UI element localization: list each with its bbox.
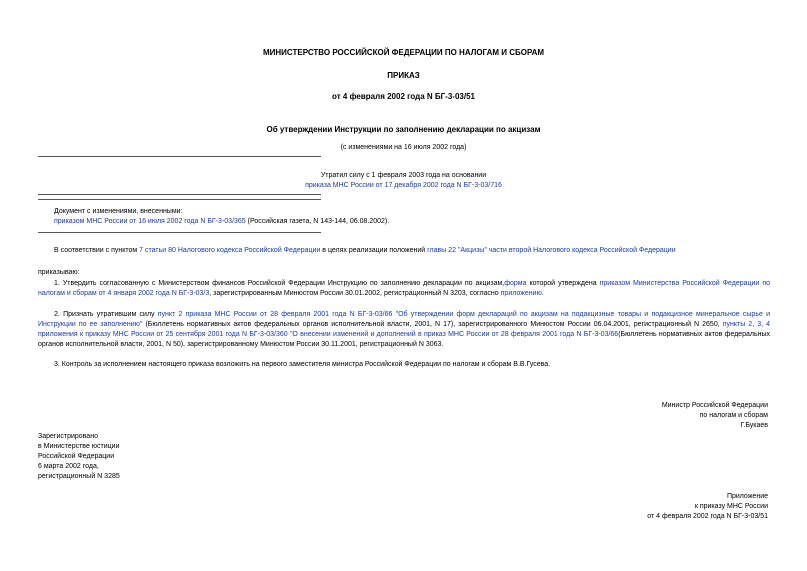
lost-force-link[interactable]: приказа МНС России от 17 декабря 2002 года N БГ-3-03/716 bbox=[305, 182, 502, 189]
changes-doc-label: Документ с изменениями, внесенными: bbox=[54, 208, 183, 215]
order-word: приказываю: bbox=[38, 269, 80, 276]
registration-line-1: Зарегистрировано bbox=[38, 433, 98, 440]
registration-line-2: в Министерстве юстиции bbox=[38, 443, 120, 450]
registration-line-5: регистрационный N 3285 bbox=[38, 473, 120, 480]
registration-line-3: Российской Федерации bbox=[38, 453, 115, 460]
changes-doc-link[interactable]: приказом МНС России от 16 июля 2002 года N БГ-3-03/365 bbox=[54, 218, 246, 225]
changes-doc-rest: (Российская газета, N 143-144, 06.08.2002). bbox=[245, 218, 390, 225]
appendix-line-2: к приказу МНС России bbox=[694, 503, 768, 510]
lost-force-text: Утратил силу с 1 февраля 2003 года на основании bbox=[320, 172, 487, 179]
registration-line-4: 6 марта 2002 года, bbox=[38, 463, 99, 470]
tax-code-chapter-link[interactable]: главы 22 "Акцизы" части второй Налогового кодекса Российской Федерации bbox=[427, 247, 676, 254]
divider bbox=[38, 194, 321, 195]
order-feb-2001-link[interactable]: пункт 2 приказа МНС России от 28 февраля 2001 года N БГ-3-03/66 "Об утверждении форм деклараций по акцизам на подакцизные товары и подакцизное минеральное сырье и Инструкции по ее заполнению" bbox=[38, 311, 770, 328]
form-link[interactable]: форма bbox=[504, 280, 527, 287]
changes-doc-line bbox=[54, 217, 389, 227]
tax-code-article-link[interactable]: 7 статьи 80 Налогового кодекса Российской Федерации bbox=[139, 247, 321, 254]
preamble: В соответствии с пунктом 7 статьи 80 Налогового кодекса Российской Федерации в целях реализации положений главы 22 "Акцизы" части второй Налогового кодекса Российской Федерации bbox=[54, 247, 676, 254]
appendix-block bbox=[520, 492, 768, 522]
order-jan-link[interactable]: приказом Министерства Российской Федерации по налогам и сборам от 4 января 2002 года N БГ-3-03/3 bbox=[38, 280, 771, 297]
amendments-note: (с изменениями на 16 июля 2002 года) bbox=[340, 144, 467, 151]
signature-line-2: по налогам и сборам bbox=[699, 412, 768, 419]
signature-line-1: Министр Российской Федерации bbox=[661, 402, 768, 409]
signature-block bbox=[520, 401, 768, 431]
divider bbox=[38, 199, 321, 200]
appendix-line-1: Приложение bbox=[726, 493, 768, 500]
order-sep-2001-link[interactable]: пункты 2, 3, 4 приложения к приказу МНС России от 25 сентября 2001 года N БГ-3-03/360 "О внесении изменений и дополнений в приказ МНС России от 28 февраля 2001 года N БГ-3-03/66 bbox=[38, 321, 770, 338]
signature-name: Г.Букаев bbox=[740, 422, 768, 429]
doc-date-number: от 4 февраля 2002 года N БГ-3-03/51 bbox=[332, 92, 475, 101]
divider bbox=[38, 232, 321, 233]
registration-block bbox=[38, 432, 120, 482]
divider bbox=[38, 156, 321, 157]
order-item-2: 2. Признать утратившим силу пункт 2 приказа МНС России от 28 февраля 2001 года N БГ-3-03/66 "Об утверждении форм деклараций по акцизам на подакцизные товары и подакцизное минеральное сырье и Инструкции по ее заполнению" (Бюллетень нормативных актов федеральных органов исполнительной власти, 2001, N 17), зарегистрированного Минюстом России 06.04.2001, регистрационный N 2650, пункты 2, 3, 4 приложения к приказу МНС России от 25 сентября 2001 года N БГ-3-03/360 "О внесении изменений и дополнений в приказ МНС России от 28 февраля 2001 года N БГ-3-03/66(Бюллетень нормативных актов федеральных органов исполнительной власти, 2001, N 50), зарегистрированному Минюстом России 30.11.2001, регистрационный N 3063. bbox=[38, 311, 770, 348]
ministry-title: МИНИСТЕРСТВО РОССИЙСКОЙ ФЕДЕРАЦИИ ПО НАЛОГАМ И СБОРАМ bbox=[262, 48, 545, 57]
order-item-1: 1. Утвердить согласованную с Министерством финансов Российской Федерации Инструкцию по заполнению декларации по акцизам,форма которой утверждена приказом Министерства Российской Федерации по налогам и сборам от 4 января 2002 года N БГ-3-03/3, зарегистрированным Минюстом России 30.01.2002, регистрационный N 3203, согласно приложению. bbox=[38, 280, 771, 297]
doc-type: ПРИКАЗ bbox=[387, 71, 420, 80]
appendix-link[interactable]: приложению bbox=[500, 290, 542, 297]
doc-subject: Об утверждении Инструкции по заполнению декларации по акцизам bbox=[266, 125, 541, 134]
order-item-3: 3. Контроль за исполнением настоящего приказа возложить на первого заместителя министра Российской Федерации по налогам и сборам В.В.Гусева. bbox=[54, 361, 551, 368]
appendix-line-3: от 4 февраля 2002 года N БГ-3-03/51 bbox=[647, 513, 768, 520]
